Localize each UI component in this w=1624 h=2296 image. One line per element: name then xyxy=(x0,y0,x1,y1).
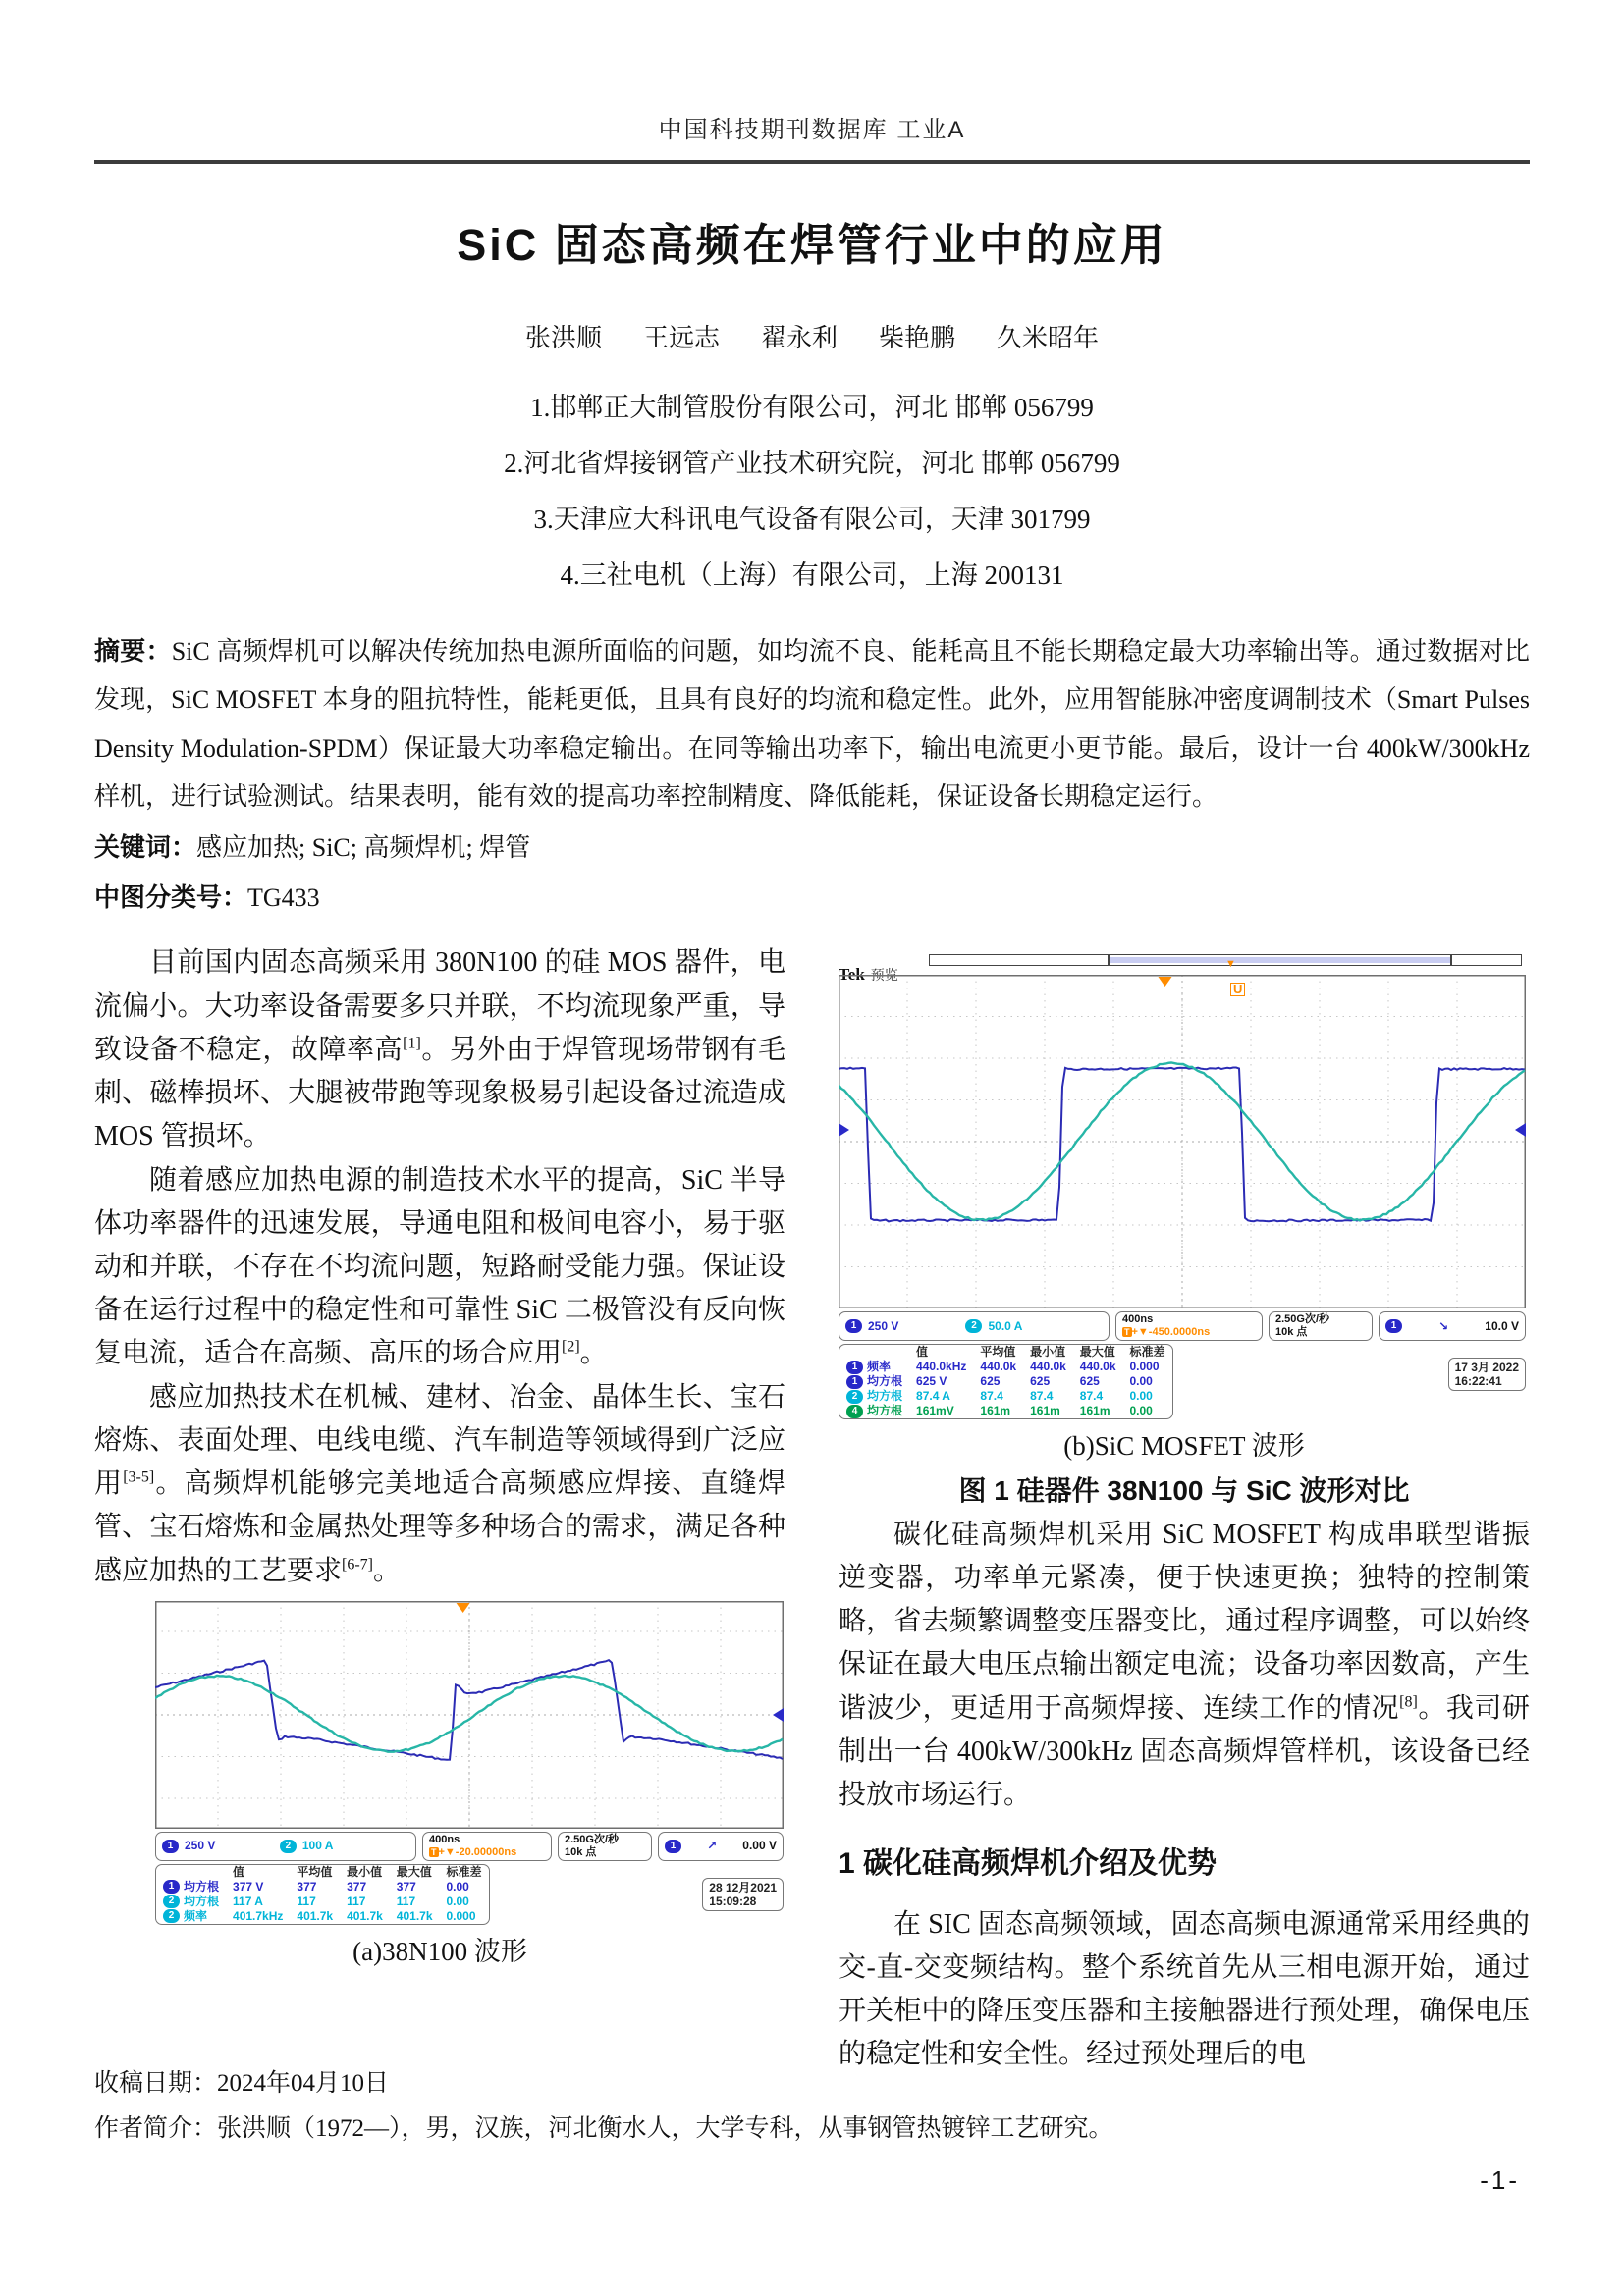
affiliation-line: 3.天津应大科讯电气设备有限公司，天津 301799 xyxy=(533,505,1091,534)
citation-ref: [3-5] xyxy=(123,1468,155,1486)
measurement-column-header: 标准差 xyxy=(1129,1345,1165,1360)
measurement-value: 440.0k xyxy=(1079,1360,1116,1374)
channel-1-badge: 1 xyxy=(846,1375,863,1389)
oscilloscope-b-image xyxy=(839,949,1530,1419)
channel-scale-strip xyxy=(839,1311,1110,1341)
trigger-delay-readout: T +▼-20.00000ns xyxy=(431,1845,517,1858)
channel-1-badge: 1 xyxy=(162,1840,179,1853)
channel-1-scale xyxy=(162,1837,215,1855)
measurement-value: 87.4 xyxy=(1030,1389,1054,1404)
measurement-label xyxy=(839,1389,909,1404)
trigger-t-icon: T xyxy=(1124,1327,1130,1338)
measurement-value: 401.7k xyxy=(297,1908,334,1923)
section-1-paragraphs xyxy=(839,1903,1530,2077)
measurement-column-header: 最大值 xyxy=(1079,1345,1115,1360)
waveform-svg xyxy=(839,975,1526,1308)
scope-time: 15:09:28 xyxy=(709,1894,757,1908)
measurement-column-header: 平均值 xyxy=(980,1345,1016,1360)
measurement-value: 377 xyxy=(347,1879,367,1894)
scope-datetime xyxy=(1448,1358,1526,1391)
keywords-text: 感应加热; SiC; 高频焊机; 焊管 xyxy=(196,832,531,862)
scope-graticule xyxy=(839,975,1526,1308)
channel-1-badge: 1 xyxy=(845,1319,862,1333)
trigger-box xyxy=(658,1832,784,1861)
journal-header: 中国科技期刊数据库 工业A xyxy=(658,117,966,143)
measurement-column-header: 最大值 xyxy=(396,1864,432,1879)
oscilloscope-a-image xyxy=(155,1601,785,1925)
measurement-value: 0.000 xyxy=(1129,1360,1160,1374)
channel-scale-strip xyxy=(155,1832,416,1861)
channel-1-scale xyxy=(845,1317,898,1336)
sample-rate: 2.50G次/秒 xyxy=(565,1833,620,1845)
trigger-level-value: 0.00 V xyxy=(742,1839,777,1853)
figure-b-caption: (b)SiC MOSFET 波形 xyxy=(1063,1431,1305,1462)
measurement-value: 625 V xyxy=(916,1374,947,1389)
keywords-line xyxy=(94,824,1530,872)
measurement-value: 117 A xyxy=(233,1894,263,1908)
figure-a xyxy=(155,1601,785,1925)
channel-1-badge: 1 xyxy=(163,1880,180,1894)
measurement-value: 625 xyxy=(1030,1374,1051,1389)
channel-1-badge: 1 xyxy=(1385,1319,1402,1333)
author-name: 久米昭年 xyxy=(997,324,1100,352)
author-bio: 作者简介：张洪顺（1972—），男，汉族，河北衡水人，大学专科，从事钢管热镀锌工艺研究。 xyxy=(94,2115,1113,2142)
section-1-heading: 1 碳化硅高频焊机介绍及优势 xyxy=(839,1847,1218,1881)
measurement-value: 0.00 xyxy=(1129,1404,1153,1418)
measurement-value: 377 xyxy=(297,1879,317,1894)
measurement-column-header: 平均值 xyxy=(297,1864,333,1879)
measurement-row xyxy=(156,1880,489,1895)
scope-date: 17 3月 2022 xyxy=(1454,1361,1519,1375)
channel-2-scale-value: 50.0 A xyxy=(988,1318,1023,1333)
measurement-value: 401.7kHz xyxy=(233,1908,284,1923)
measurement-value: 377 V xyxy=(233,1879,264,1894)
page-footer xyxy=(94,2061,1530,2152)
scope-datetime xyxy=(702,1878,784,1911)
citation-ref: [1] xyxy=(403,1035,421,1052)
measurement-value: 87.4 xyxy=(1079,1389,1104,1404)
abstract-block xyxy=(94,627,1530,922)
trigger-position-icon: ▼ xyxy=(1225,958,1236,971)
waveform-svg xyxy=(155,1601,784,1829)
left-column xyxy=(94,941,785,2076)
trigger-time-marker-icon xyxy=(1159,977,1172,987)
author-name: 翟永利 xyxy=(760,324,838,352)
trigger-level-marker-icon xyxy=(773,1708,784,1722)
tek-logo: Tek xyxy=(839,965,865,985)
affiliation-line: 4.三社电机（上海）有限公司，上海 200131 xyxy=(560,561,1064,590)
two-column-body xyxy=(94,941,1530,2076)
measurement-label xyxy=(839,1374,909,1389)
position-bar-bracket xyxy=(1108,954,1110,966)
measurement-column-header: 值 xyxy=(233,1864,245,1879)
measurement-value: 117 xyxy=(347,1894,366,1908)
measurement-column-header: 值 xyxy=(916,1345,929,1360)
measurement-row xyxy=(839,1404,1172,1418)
measurement-column-header: 标准差 xyxy=(446,1864,482,1879)
trigger-box xyxy=(1379,1311,1526,1341)
measurement-value: 401.7k xyxy=(396,1908,433,1923)
measurement-value: 87.4 xyxy=(980,1389,1003,1404)
channel-2-badge: 2 xyxy=(846,1390,863,1404)
channel-1-badge: 1 xyxy=(665,1840,681,1853)
abstract-text: SiC 高频焊机可以解决传统加热电源所面临的问题，如均流不良、能耗高且不能长期稳定最大功率输出等。通过数据对比发现，SiC MOSFET 本身的阻抗特性，能耗更低，且具有良好的均流和稳定性。此外，应用智能脉冲密度调制技术（Smart Pulses Density Modulation-SPDM）保证最大功率稳定输出。在同等输出功率下，输出电流更小更节能。最后，设计一台 400kW/300kHz 样机，进行试验测试。结果表明，能有效的提高功率控制精度、降低能耗，保证设备长期稳定运行。 xyxy=(94,637,1530,812)
body-paragraph: 碳化硅高频焊机采用 SiC MOSFET 构成串联型谐振逆变器，功率单元紧凑，便于快速更换；独特的控制策略，省去频繁调整变压器变比，通过程序调整，可以始终保证在最大电压点输出额定电流；设备功率因数高，产生谐波少，更适用于高频焊接、连续工作的情况[8]。我司研制出一台 400kW/300kHz 固态高频焊管样机，该设备已经投放市场运行。 xyxy=(839,1519,1530,1811)
position-bar-fill xyxy=(1108,957,1450,963)
clc-text: TG433 xyxy=(247,882,320,912)
measurement-value: 161m xyxy=(980,1404,1011,1418)
trigger-delay-readout: T +▼-450.0000ns xyxy=(1124,1326,1211,1339)
channel-2-scale-value: 100 A xyxy=(301,1839,334,1853)
measurement-label xyxy=(156,1909,226,1924)
trigger-t-icon: T xyxy=(431,1846,437,1857)
oscilloscope-screenshot xyxy=(155,1601,784,1925)
measurement-header-row xyxy=(156,1865,489,1880)
body-paragraph: 感应加热技术在机械、建材、冶金、晶体生长、宝石熔炼、表面处理、电线电缆、汽车制造等领域得到广泛应用[3-5]。高频焊机能够完美地适合高频感应焊接、直缝焊管、宝石熔炼和金属热处理等多种场合的需求，满足各种感应加热的工艺要求[6-7]。 xyxy=(94,1381,785,1586)
page-number: -1- xyxy=(1480,2165,1520,2195)
scope-readout xyxy=(155,1832,784,1925)
trigger-time-marker-icon xyxy=(457,1603,470,1613)
figure-b xyxy=(839,949,1530,1419)
measurement-value: 625 xyxy=(1079,1374,1100,1389)
measurement-value: 440.0kHz xyxy=(916,1360,967,1374)
trigger-slope-icon: ↘ xyxy=(1438,1318,1449,1333)
measurement-name: 均方根 xyxy=(867,1404,903,1418)
scope-time: 16:22:41 xyxy=(1454,1374,1502,1389)
measurement-name: 频率 xyxy=(184,1908,208,1923)
measurement-value: 440.0k xyxy=(980,1360,1017,1374)
autoset-u-marker-icon: U xyxy=(1230,983,1245,996)
author-list xyxy=(94,318,1530,354)
position-bar-bracket xyxy=(1450,954,1452,966)
measurement-value: 87.4 A xyxy=(916,1389,950,1404)
abstract-label: 摘要： xyxy=(94,636,172,666)
record-length: 10k 点 xyxy=(565,1845,597,1858)
scope-date: 28 12月2021 xyxy=(709,1880,777,1895)
channel-2-badge: 2 xyxy=(965,1319,982,1333)
acquisition-box xyxy=(558,1832,652,1861)
figure1-main-caption: 图 1 硅器件 38N100 与 SiC 波形对比 xyxy=(958,1475,1410,1507)
author-name: 王远志 xyxy=(642,324,720,352)
measurement-value: 161mV xyxy=(916,1404,954,1418)
channel-2-scale xyxy=(280,1837,334,1855)
measurement-value: 401.7k xyxy=(347,1908,383,1923)
right-paragraphs xyxy=(839,1514,1530,1818)
channel-2-badge: 2 xyxy=(163,1909,180,1923)
measurement-value: 117 xyxy=(396,1894,416,1908)
measurement-name: 频率 xyxy=(867,1360,892,1374)
abstract-paragraph xyxy=(94,627,1530,822)
measurement-label xyxy=(156,1880,226,1895)
clc-label: 中图分类号： xyxy=(94,881,248,912)
left-paragraphs xyxy=(94,941,785,1593)
affiliation-line: 1.邯郸正大制管股份有限公司，河北 邯郸 056799 xyxy=(530,393,1094,422)
measurement-value: 625 xyxy=(980,1374,1001,1389)
measurement-value: 0.00 xyxy=(446,1879,469,1894)
measurement-table xyxy=(155,1864,490,1925)
measurement-name: 均方根 xyxy=(184,1879,220,1894)
timebase-scale: 400ns xyxy=(429,1833,460,1845)
measurement-value: 0.00 xyxy=(446,1894,469,1908)
measurement-value: 0.00 xyxy=(1129,1374,1153,1389)
measurement-value: 161m xyxy=(1030,1404,1060,1418)
sample-rate: 2.50G次/秒 xyxy=(1275,1313,1330,1326)
channel-4-badge: 4 xyxy=(846,1405,863,1418)
body-paragraph: 目前国内固态高频采用 380N100 的硅 MOS 器件，电流偏小。大功率设备需要多只并联，不均流现象严重，导致设备不稳定，故障率高[1]。另外由于焊管现场带钢有毛刺、磁棒损坏、大腿被带跑等现象极易引起设备过流造成 MOS 管损坏。 xyxy=(94,947,785,1152)
measurement-row xyxy=(839,1360,1172,1374)
channel-1-scale-value: 250 V xyxy=(868,1318,899,1333)
measurement-label xyxy=(156,1895,226,1909)
channel1-ground-marker-icon xyxy=(839,1123,849,1137)
measurement-header-row xyxy=(839,1345,1172,1360)
measurement-column-header: 最小值 xyxy=(1030,1345,1066,1360)
measurement-label xyxy=(839,1360,909,1374)
timebase-scale: 400ns xyxy=(1122,1313,1154,1326)
scope-readout xyxy=(839,1311,1526,1419)
measurement-name: 均方根 xyxy=(867,1374,903,1389)
oscilloscope-screenshot xyxy=(839,949,1526,1419)
scope-graticule xyxy=(155,1601,784,1829)
measurement-row xyxy=(156,1895,489,1909)
clc-line xyxy=(94,874,1530,922)
graticule-grid xyxy=(155,1601,784,1829)
acquisition-mode-label: 预览 xyxy=(870,967,898,984)
measurement-row xyxy=(156,1909,489,1924)
measurement-value: 377 xyxy=(396,1879,416,1894)
measurement-value: 117 xyxy=(297,1894,316,1908)
body-paragraph: 随着感应加热电源的制造技术水平的提高，SiC 半导体功率器件的迅速发展，导通电阻和极间电容小，易于驱动和并联，不存在不均流问题，短路耐受能力强。保证设备在运行过程中的稳定性和可靠性 SiC 二极管没有反向恢复电流，适合在高频、高压的场合应用[2]。 xyxy=(94,1164,785,1369)
header-rule xyxy=(94,160,1530,164)
measurement-value: 161m xyxy=(1079,1404,1110,1418)
right-column xyxy=(839,941,1530,2076)
affiliation-line: 2.河北省焊接钢管产业技术研究院，河北 邯郸 056799 xyxy=(504,449,1120,478)
trigger-level-marker-icon xyxy=(1515,1123,1526,1137)
body-paragraph: 在 SIC 固态高频领域，固态高频电源通常采用经典的交-直-交变频结构。整个系统首先从三相电源开始，通过开关柜中的降压变压器和主接触器进行预处理，确保电压的稳定性和安全性。经过预处理后的电 xyxy=(839,1908,1530,2070)
citation-ref: [2] xyxy=(562,1339,580,1357)
scope-bezel xyxy=(839,949,1526,985)
acquisition-box xyxy=(1269,1311,1373,1341)
measurement-column-header: 最小值 xyxy=(347,1864,383,1879)
record-length: 10k 点 xyxy=(1275,1326,1308,1339)
timebase-box xyxy=(422,1832,552,1861)
channel-2-badge: 2 xyxy=(163,1895,180,1908)
page-title: SiC 固态高频在焊管行业中的应用 xyxy=(457,220,1167,270)
citation-ref: [8] xyxy=(1399,1693,1418,1711)
trigger-level-value: 10.0 V xyxy=(1485,1318,1519,1333)
channel-2-scale xyxy=(965,1317,1022,1336)
trigger-slope-icon: ↗ xyxy=(707,1839,718,1853)
measurement-label xyxy=(839,1404,909,1418)
measurement-value: 0.000 xyxy=(446,1908,476,1923)
measurement-row xyxy=(839,1374,1172,1389)
citation-ref: [6-7] xyxy=(342,1556,373,1574)
received-date: 收稿日期：2024年04月10日 xyxy=(94,2070,390,2097)
measurement-table xyxy=(839,1344,1173,1419)
measurement-name: 均方根 xyxy=(184,1894,220,1908)
author-name: 柴艳鹏 xyxy=(879,324,956,352)
affiliation-list xyxy=(94,380,1530,604)
figure-a-caption: (a)38N100 波形 xyxy=(352,1936,527,1966)
channel-1-badge: 1 xyxy=(846,1361,863,1374)
keywords-label: 关键词： xyxy=(94,831,197,862)
measurement-row xyxy=(839,1389,1172,1404)
waveform-position-bar xyxy=(929,954,1522,971)
measurement-name: 均方根 xyxy=(867,1389,903,1404)
author-name: 张洪顺 xyxy=(524,324,602,352)
graticule-grid xyxy=(839,975,1526,1308)
channel-2-badge: 2 xyxy=(280,1840,297,1853)
timebase-box xyxy=(1115,1311,1263,1341)
measurement-value: 440.0k xyxy=(1030,1360,1066,1374)
channel-1-scale-value: 250 V xyxy=(185,1839,216,1853)
measurement-value: 0.00 xyxy=(1129,1389,1153,1404)
